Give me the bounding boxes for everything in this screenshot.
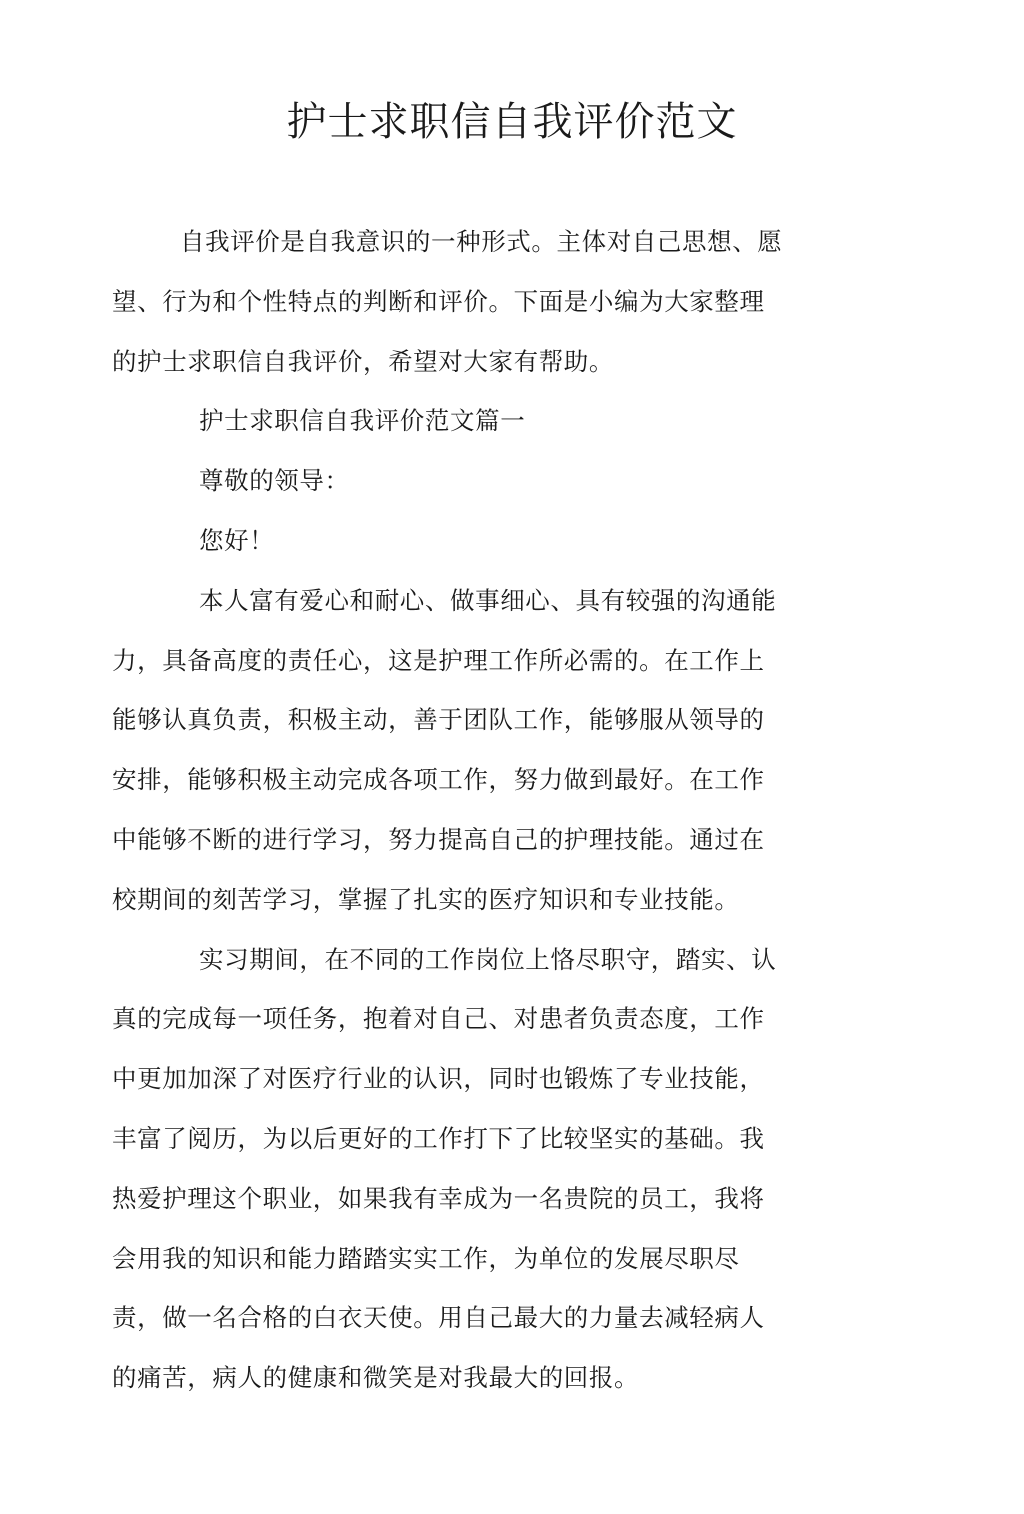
paragraph-line: 力，具备高度的责任心，这是护理工作所必需的。在工作上 [112,645,765,675]
paragraph-line: 真的完成每一项任务，抱着对自己、对患者负责态度，工作 [112,1004,765,1034]
document-body [112,222,832,1418]
paragraph-line: 实习期间，在不同的工作岗位上恪尽职守，踏实、认 [199,944,777,974]
paragraph-line: 中能够不断的进行学习，努力提高自己的护理技能。通过在 [112,824,765,854]
paragraph-line: 自我评价是自我意识的一种形式。主体对自己思想、愿 [180,227,783,256]
paragraph-line: 的护士求职信自我评价，希望对大家有帮助。 [112,346,614,376]
paragraph-line: 中更加加深了对医疗行业的认识，同时也锻炼了专业技能， [112,1064,765,1094]
document-title: 护士求职信自我评价范文 [286,99,738,145]
paragraph-line: 本人富有爱心和耐心、做事细心、具有较强的沟通能 [199,585,777,615]
paragraph-line: 会用我的知识和能力踏踏实实工作，为单位的发展尽职尽 [112,1243,740,1273]
paragraph-line: 望、行为和个性特点的判断和评价。下面是小编为大家整理 [112,286,765,316]
greeting: 您好！ [199,525,275,555]
salutation: 尊敬的领导： [199,466,350,496]
paragraph-line: 责，做一名合格的白衣天使。用自己最大的力量去减轻病人 [112,1303,765,1333]
paragraph-line: 能够认真负责，积极主动，善于团队工作，能够服从领导的 [112,705,765,735]
section-heading: 护士求职信自我评价范文篇一 [199,406,526,436]
paragraph-line: 丰富了阅历，为以后更好的工作打下了比较坚实的基础。我 [112,1123,765,1153]
paragraph-line: 热爱护理这个职业，如果我有幸成为一名贵院的员工，我将 [112,1183,765,1213]
paragraph-line: 安排，能够积极主动完成各项工作，努力做到最好。在工作 [112,765,765,795]
paragraph-line: 的痛苦，病人的健康和微笑是对我最大的回报。 [112,1363,640,1393]
paragraph-line: 校期间的刻苦学习，掌握了扎实的医疗知识和专业技能。 [112,884,740,914]
